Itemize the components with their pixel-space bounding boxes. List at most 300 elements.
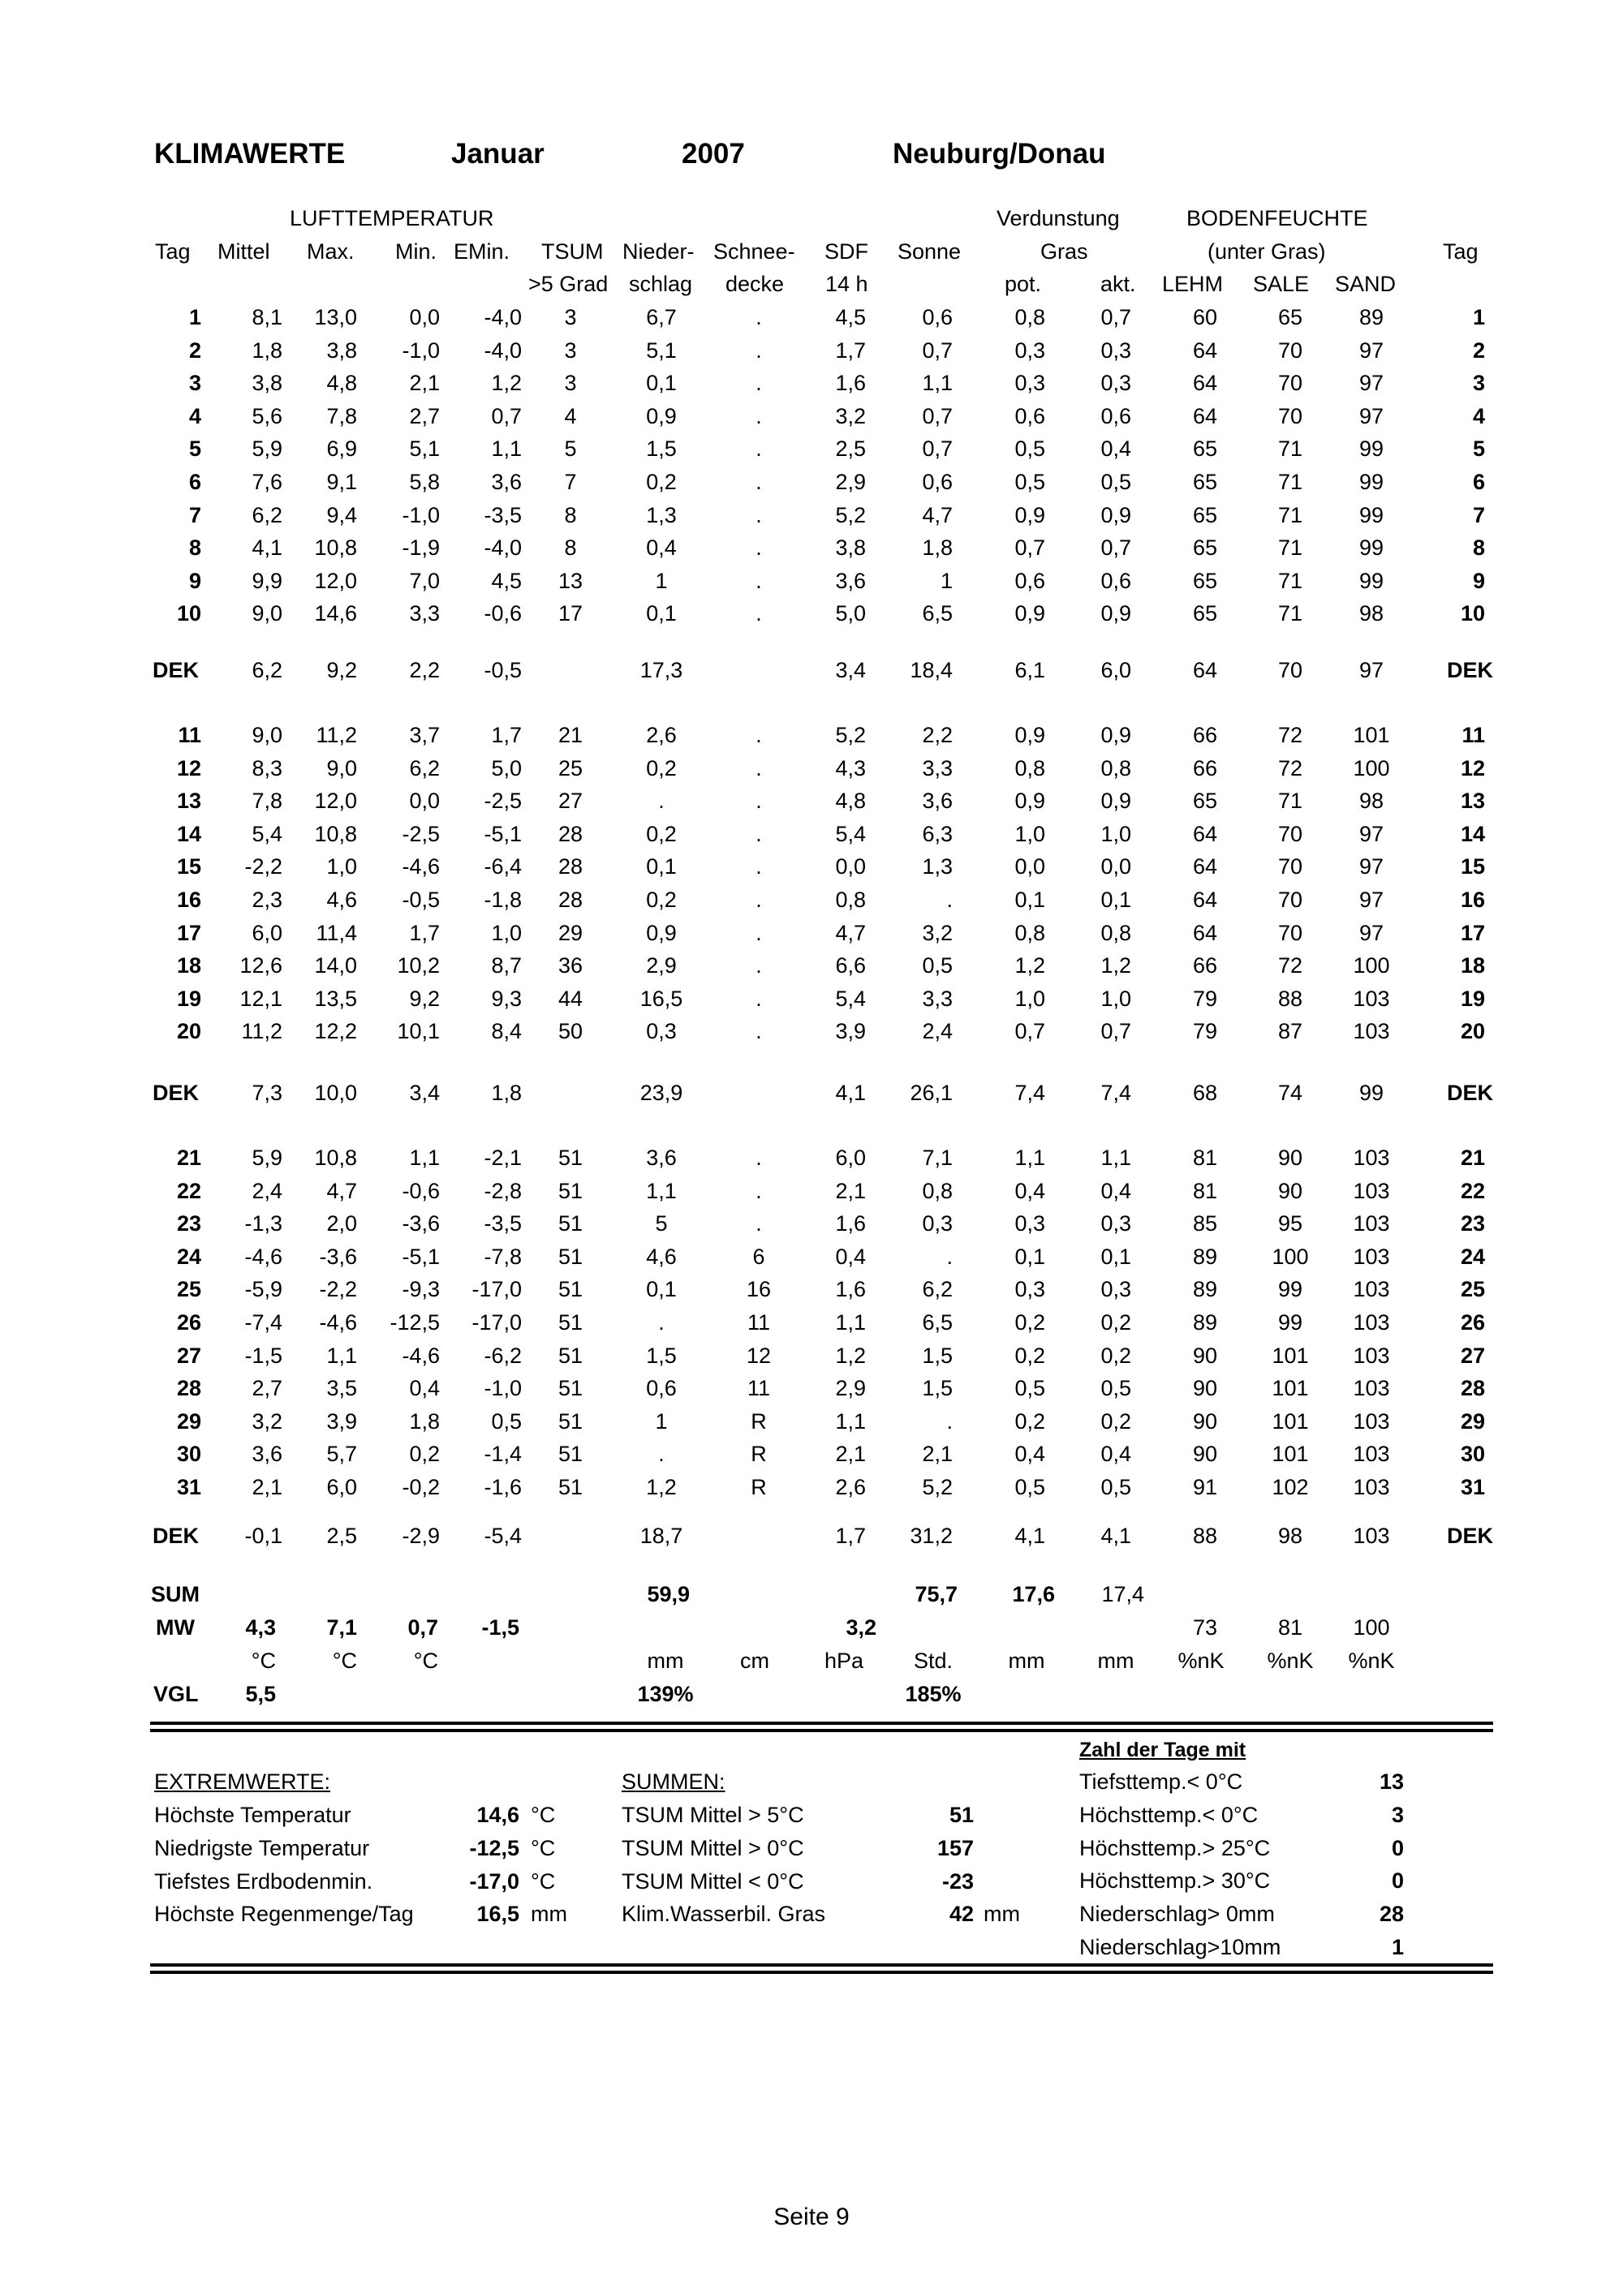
- table-cell-schnee: .: [756, 1211, 762, 1236]
- unit-mittel: °C: [251, 1649, 276, 1673]
- table-cell-tsum: 51: [558, 1211, 583, 1236]
- table-cell-tag: 20: [176, 1019, 201, 1044]
- table-cell-pot: 0,9: [1014, 601, 1045, 626]
- table-cell-emin: 1,1: [491, 436, 522, 462]
- table-cell-sand: 103: [1353, 1408, 1390, 1434]
- unit-sale: %nK: [1267, 1649, 1314, 1673]
- header-lehm: LEHM: [1162, 272, 1224, 296]
- table-cell-sonne: .: [946, 1408, 953, 1434]
- table-cell-mittel: 5,4: [252, 821, 282, 846]
- table-cell-tag: 5: [188, 436, 201, 462]
- mw-label: MW: [156, 1615, 195, 1640]
- table-cell-min: 6,2: [409, 755, 440, 780]
- table-cell-akt: 0,9: [1100, 789, 1131, 814]
- extremwert-label: Tiefstes Erdbodenmin.: [154, 1868, 373, 1894]
- table-cell-lehm: 64: [1192, 821, 1218, 846]
- table-cell-schnee: .: [756, 888, 762, 912]
- report-month: Januar: [451, 138, 545, 170]
- table-cell-tag: 4: [188, 403, 201, 428]
- table-cell-tag: 11: [178, 723, 201, 747]
- table-cell-pot: 0,1: [1014, 1244, 1045, 1269]
- table-cell-emin: -17,0: [471, 1310, 522, 1335]
- table-cell-sonne: 1,5: [922, 1376, 953, 1401]
- table-cell-tsum: 3: [564, 371, 577, 396]
- dek-cell-min: 2,2: [409, 658, 440, 682]
- table-cell-mittel: 5,6: [252, 403, 282, 428]
- table-cell-sonne: 1,3: [922, 854, 953, 879]
- table-cell-lehm: 90: [1192, 1343, 1218, 1368]
- table-cell-schnee: .: [756, 755, 762, 780]
- extremwert-unit: mm: [531, 1902, 567, 1927]
- summen-label: TSUM Mittel > 0°C: [622, 1835, 804, 1860]
- table-cell-max: 4,7: [326, 1178, 357, 1203]
- table-cell-lehm: 66: [1192, 953, 1218, 978]
- table-cell-pot: 0,4: [1014, 1178, 1045, 1203]
- table-cell-sand: 103: [1353, 1178, 1390, 1203]
- table-cell-min: 0,0: [409, 305, 440, 329]
- dek-cell-tag: DEK: [153, 1524, 200, 1548]
- table-cell-sdf: 1,6: [835, 371, 866, 396]
- table-cell-tag-right: 27: [1460, 1343, 1485, 1368]
- mw-lehm: 73: [1192, 1615, 1218, 1640]
- table-cell-min: -0,2: [402, 1475, 440, 1499]
- table-cell-sale: 71: [1277, 502, 1303, 527]
- table-cell-nieder: 0,2: [646, 888, 677, 912]
- header-lufttemperatur: LUFTTEMPERATUR: [290, 206, 494, 230]
- table-cell-tag-right: 7: [1472, 502, 1485, 527]
- table-cell-akt: 0,3: [1100, 371, 1131, 396]
- header-unter-gras: (unter Gras): [1208, 239, 1326, 264]
- zahl-tage-label: Höchsttemp.< 0°C: [1079, 1802, 1259, 1827]
- table-cell-sand: 99: [1358, 470, 1384, 494]
- table-cell-emin: 0,5: [491, 1408, 522, 1434]
- mw-emin: -1,5: [481, 1615, 519, 1640]
- dek-cell-lehm: 64: [1192, 658, 1218, 682]
- vgl-nieder: 139%: [637, 1682, 694, 1706]
- table-cell-sdf: 4,8: [835, 789, 866, 814]
- table-cell-sonne: 3,3: [922, 755, 953, 780]
- dek-cell-tag-right: DEK: [1446, 658, 1493, 682]
- table-cell-min: 0,2: [409, 1442, 440, 1467]
- table-cell-tsum: 8: [564, 535, 577, 561]
- sum-nieder: 59,9: [647, 1582, 690, 1606]
- table-cell-min: -9,3: [402, 1277, 440, 1302]
- table-cell-akt: 0,7: [1100, 305, 1131, 329]
- dek-cell-min: -2,9: [402, 1524, 440, 1548]
- table-cell-emin: 4,5: [491, 568, 522, 593]
- table-cell-sdf: 5,4: [835, 986, 866, 1011]
- table-cell-tag-right: 21: [1460, 1146, 1485, 1170]
- table-cell-max: 9,4: [326, 502, 357, 527]
- table-cell-emin: -1,4: [484, 1442, 522, 1467]
- table-cell-lehm: 64: [1192, 888, 1218, 912]
- table-cell-sonne: .: [946, 1244, 953, 1269]
- header-gras: Gras: [1040, 239, 1088, 264]
- table-cell-emin: 0,7: [491, 403, 522, 428]
- table-cell-pot: 0,0: [1014, 854, 1045, 879]
- dek-cell-sdf: 1,7: [835, 1524, 866, 1548]
- dek-cell-min: 3,4: [409, 1081, 440, 1105]
- table-cell-sdf: 5,4: [835, 821, 866, 846]
- table-cell-max: 14,0: [314, 953, 357, 978]
- table-cell-schnee: 11: [747, 1376, 771, 1401]
- table-cell-schnee: R: [751, 1408, 767, 1434]
- table-cell-max: -2,2: [319, 1277, 357, 1302]
- table-cell-sdf: 2,9: [835, 1376, 866, 1401]
- table-cell-sale: 102: [1272, 1475, 1309, 1499]
- table-cell-max: 7,8: [326, 403, 357, 428]
- zahl-tage-label: Höchsttemp.> 25°C: [1079, 1835, 1271, 1860]
- table-cell-nieder: 0,4: [646, 535, 677, 561]
- table-cell-pot: 0,9: [1014, 723, 1045, 747]
- table-cell-sand: 101: [1353, 723, 1390, 747]
- dek-cell-sale: 70: [1277, 658, 1303, 682]
- table-cell-akt: 0,9: [1100, 723, 1131, 747]
- table-cell-schnee: .: [756, 403, 762, 428]
- table-cell-sdf: 2,9: [835, 470, 866, 494]
- table-cell-tag-right: 10: [1460, 601, 1485, 626]
- table-cell-max: 3,5: [326, 1376, 357, 1401]
- table-cell-sdf: 1,1: [835, 1310, 866, 1335]
- table-cell-nieder: 1,5: [646, 436, 677, 462]
- table-cell-mittel: 3,2: [252, 1408, 282, 1434]
- table-cell-min: 3,3: [409, 601, 440, 626]
- table-cell-sale: 87: [1277, 1019, 1303, 1044]
- table-cell-mittel: -4,6: [244, 1244, 282, 1269]
- table-cell-sonne: 3,3: [922, 986, 953, 1011]
- table-cell-max: 4,8: [326, 371, 357, 396]
- table-cell-max: 1,0: [326, 854, 357, 879]
- table-cell-sand: 99: [1358, 535, 1384, 561]
- dek-cell-akt: 4,1: [1100, 1524, 1131, 1548]
- table-cell-min: -1,0: [402, 502, 440, 527]
- table-cell-min: 10,2: [397, 953, 440, 978]
- table-cell-mittel: 9,0: [252, 723, 282, 747]
- table-cell-min: 1,8: [409, 1408, 440, 1434]
- table-cell-min: -1,9: [402, 535, 440, 561]
- table-cell-nieder: 1: [655, 568, 668, 593]
- table-cell-lehm: 64: [1192, 403, 1218, 428]
- unit-sdf: hPa: [824, 1649, 864, 1673]
- table-cell-emin: 1,0: [491, 920, 522, 945]
- header-14h: 14 h: [825, 272, 868, 296]
- table-cell-emin: -6,2: [484, 1343, 522, 1368]
- dek-cell-akt: 6,0: [1100, 658, 1131, 682]
- unit-min: °C: [413, 1649, 438, 1673]
- mw-sdf: 3,2: [846, 1615, 876, 1640]
- table-cell-tag-right: 25: [1460, 1277, 1485, 1302]
- table-cell-lehm: 90: [1192, 1408, 1218, 1434]
- dek-cell-tag: DEK: [153, 658, 200, 682]
- table-cell-min: 2,1: [409, 371, 440, 396]
- table-cell-pot: 0,2: [1014, 1343, 1045, 1368]
- table-cell-lehm: 91: [1192, 1475, 1218, 1499]
- table-cell-sonne: 6,5: [922, 601, 953, 626]
- extremwert-value: 16,5: [476, 1902, 519, 1927]
- table-cell-mittel: 2,1: [252, 1475, 282, 1499]
- table-cell-pot: 0,9: [1014, 789, 1045, 814]
- table-cell-nieder: 16,5: [639, 986, 683, 1011]
- mw-mittel: 4,3: [245, 1615, 276, 1640]
- table-cell-pot: 0,5: [1014, 1475, 1045, 1499]
- header-bodenfeuchte: BODENFEUCHTE: [1186, 206, 1368, 230]
- table-cell-max: 12,0: [314, 568, 357, 593]
- summen-value: 42: [949, 1902, 974, 1927]
- table-cell-emin: -4,0: [484, 338, 522, 363]
- table-cell-max: -3,6: [319, 1244, 357, 1269]
- table-cell-max: 5,7: [326, 1442, 357, 1467]
- summen-value: -23: [941, 1868, 974, 1894]
- table-cell-sand: 103: [1353, 1310, 1390, 1335]
- dek-cell-pot: 6,1: [1014, 658, 1045, 682]
- report-year: 2007: [682, 138, 745, 170]
- table-cell-tag: 12: [176, 755, 201, 780]
- table-cell-tag-right: 14: [1460, 821, 1485, 846]
- table-cell-sale: 99: [1277, 1277, 1303, 1302]
- table-cell-tag-right: 3: [1472, 371, 1485, 396]
- table-cell-tsum: 51: [558, 1376, 583, 1401]
- table-cell-sand: 103: [1353, 1442, 1390, 1467]
- header-tsum: TSUM: [541, 239, 604, 264]
- table-cell-schnee: R: [751, 1475, 767, 1499]
- header-schlag: schlag: [629, 272, 693, 296]
- table-cell-emin: 1,2: [491, 371, 522, 396]
- table-cell-sonne: 1,1: [922, 371, 953, 396]
- table-cell-mittel: 5,9: [252, 436, 282, 462]
- table-cell-pot: 0,6: [1014, 403, 1045, 428]
- table-cell-sale: 71: [1277, 470, 1303, 494]
- extremwert-value: -12,5: [469, 1835, 519, 1860]
- table-cell-schnee: .: [756, 854, 762, 879]
- table-cell-schnee: .: [756, 789, 762, 814]
- table-cell-akt: 0,2: [1100, 1408, 1131, 1434]
- table-cell-emin: 8,7: [491, 953, 522, 978]
- dek-cell-lehm: 68: [1192, 1081, 1218, 1105]
- table-cell-mittel: 9,9: [252, 568, 282, 593]
- table-cell-tsum: 27: [558, 789, 583, 814]
- table-cell-max: 14,6: [314, 601, 357, 626]
- table-cell-min: -0,6: [402, 1178, 440, 1203]
- table-cell-sonne: 4,7: [922, 502, 953, 527]
- table-cell-sand: 103: [1353, 1244, 1390, 1269]
- divider-bottom-1: [150, 1963, 1493, 1967]
- table-cell-mittel: 2,4: [252, 1178, 282, 1203]
- table-cell-sand: 103: [1353, 1343, 1390, 1368]
- table-cell-tag: 19: [176, 986, 201, 1011]
- table-cell-tag-right: 4: [1472, 403, 1485, 428]
- table-cell-schnee: .: [756, 821, 762, 846]
- table-cell-sdf: 5,0: [835, 601, 866, 626]
- dek-cell-akt: 7,4: [1100, 1081, 1131, 1105]
- table-cell-tag-right: 11: [1462, 723, 1485, 747]
- table-cell-tag: 6: [188, 470, 201, 494]
- table-cell-sand: 97: [1358, 403, 1384, 428]
- header-sand: SAND: [1335, 272, 1397, 296]
- table-cell-akt: 0,4: [1100, 436, 1131, 462]
- table-cell-akt: 0,3: [1100, 1277, 1131, 1302]
- header-max: Max.: [307, 239, 355, 264]
- table-cell-sdf: 2,5: [835, 436, 866, 462]
- table-cell-nieder: 0,3: [646, 1019, 677, 1044]
- table-cell-mittel: 7,6: [252, 470, 282, 494]
- table-cell-sale: 65: [1277, 305, 1303, 329]
- sum-pot: 17,6: [1012, 1582, 1055, 1606]
- table-cell-mittel: 7,8: [252, 789, 282, 814]
- table-cell-lehm: 89: [1192, 1244, 1218, 1269]
- table-cell-akt: 1,1: [1100, 1146, 1131, 1170]
- table-cell-tsum: 51: [558, 1442, 583, 1467]
- table-cell-max: 10,8: [314, 535, 357, 561]
- table-cell-tag: 25: [176, 1277, 201, 1302]
- table-cell-pot: 0,7: [1014, 1019, 1045, 1044]
- table-cell-sonne: 1: [940, 568, 953, 593]
- table-cell-nieder: 5,1: [646, 338, 677, 363]
- table-cell-tsum: 3: [564, 305, 577, 329]
- table-cell-max: 10,8: [314, 1146, 357, 1170]
- dek-cell-sale: 98: [1277, 1524, 1303, 1548]
- mw-min: 0,7: [407, 1615, 438, 1640]
- table-cell-tsum: 29: [558, 920, 583, 945]
- table-cell-sale: 70: [1277, 920, 1303, 945]
- table-cell-max: 9,0: [326, 755, 357, 780]
- table-cell-max: 4,6: [326, 888, 357, 912]
- table-cell-nieder: 0,2: [646, 470, 677, 494]
- dek-cell-tag-right: DEK: [1446, 1524, 1493, 1548]
- table-cell-nieder: .: [658, 1310, 665, 1335]
- table-cell-tag: 28: [176, 1376, 201, 1401]
- table-cell-lehm: 64: [1192, 371, 1218, 396]
- dek-cell-sand: 97: [1358, 658, 1384, 682]
- table-cell-sdf: 0,4: [835, 1244, 866, 1269]
- extremwerte-heading: EXTREMWERTE:: [154, 1769, 331, 1794]
- table-cell-sonne: 6,3: [922, 821, 953, 846]
- table-cell-tag: 30: [176, 1442, 201, 1467]
- table-cell-tsum: 51: [558, 1277, 583, 1302]
- summen-value: 157: [936, 1835, 974, 1860]
- table-cell-min: -3,6: [402, 1211, 440, 1236]
- table-cell-min: 0,0: [409, 789, 440, 814]
- table-cell-sale: 71: [1277, 436, 1303, 462]
- table-cell-mittel: 1,8: [252, 338, 282, 363]
- zahl-tage-heading: Zahl der Tage mit: [1079, 1739, 1246, 1761]
- table-cell-schnee: .: [756, 502, 762, 527]
- table-cell-tag-right: 5: [1472, 436, 1485, 462]
- table-cell-sdf: 0,0: [835, 854, 866, 879]
- mw-sand: 100: [1353, 1615, 1390, 1640]
- table-cell-akt: 0,1: [1100, 888, 1131, 912]
- table-cell-tsum: 44: [558, 986, 583, 1011]
- table-cell-emin: -2,5: [484, 789, 522, 814]
- table-cell-sand: 97: [1358, 821, 1384, 846]
- table-cell-nieder: .: [658, 1442, 665, 1467]
- table-cell-sand: 97: [1358, 854, 1384, 879]
- table-cell-tag: 1: [188, 305, 201, 329]
- table-cell-tag: 3: [188, 371, 201, 396]
- table-cell-tsum: 28: [558, 888, 583, 912]
- table-cell-sdf: 3,2: [835, 403, 866, 428]
- dek-cell-max: 10,0: [314, 1081, 357, 1105]
- table-cell-mittel: 12,1: [239, 986, 282, 1011]
- table-cell-tag: 17: [176, 920, 201, 945]
- table-cell-pot: 0,1: [1014, 888, 1045, 912]
- table-cell-schnee: 12: [746, 1343, 772, 1368]
- table-cell-sdf: 1,7: [835, 338, 866, 363]
- table-cell-emin: -1,6: [484, 1475, 522, 1499]
- table-cell-akt: 0,9: [1100, 601, 1131, 626]
- table-cell-pot: 1,2: [1014, 953, 1045, 978]
- dek-cell-mittel: 7,3: [252, 1081, 282, 1105]
- table-cell-sand: 103: [1353, 986, 1390, 1011]
- table-cell-akt: 0,7: [1100, 535, 1131, 561]
- table-cell-schnee: .: [756, 1019, 762, 1044]
- table-cell-sale: 71: [1277, 568, 1303, 593]
- table-cell-sale: 99: [1277, 1310, 1303, 1335]
- table-cell-sale: 70: [1277, 888, 1303, 912]
- table-cell-sand: 100: [1353, 953, 1390, 978]
- table-cell-sale: 71: [1277, 535, 1303, 561]
- table-cell-tsum: 28: [558, 821, 583, 846]
- table-cell-max: 1,1: [326, 1343, 357, 1368]
- table-cell-sale: 70: [1277, 854, 1303, 879]
- table-cell-sand: 97: [1358, 338, 1384, 363]
- table-cell-emin: 9,3: [491, 986, 522, 1011]
- table-cell-tag-right: 28: [1460, 1376, 1485, 1401]
- table-cell-sale: 71: [1277, 601, 1303, 626]
- table-cell-sand: 103: [1353, 1475, 1390, 1499]
- dek-cell-sdf: 4,1: [835, 1081, 866, 1105]
- header-tag-right: Tag: [1443, 239, 1479, 264]
- table-cell-lehm: 65: [1192, 535, 1218, 561]
- dek-cell-emin: -0,5: [484, 658, 522, 682]
- dek-cell-tag-right: DEK: [1446, 1081, 1493, 1105]
- dek-cell-mittel: 6,2: [252, 658, 282, 682]
- table-cell-tag-right: 6: [1472, 470, 1485, 494]
- table-cell-sonne: .: [946, 888, 953, 912]
- dek-cell-pot: 4,1: [1014, 1524, 1045, 1548]
- table-cell-lehm: 64: [1192, 854, 1218, 879]
- divider-top-1: [150, 1722, 1493, 1725]
- table-cell-tag: 22: [176, 1178, 201, 1203]
- table-cell-lehm: 81: [1192, 1178, 1218, 1203]
- table-cell-mittel: 2,7: [252, 1376, 282, 1401]
- table-cell-mittel: 2,3: [252, 888, 282, 912]
- vgl-label: VGL: [153, 1682, 199, 1706]
- table-cell-sand: 98: [1358, 789, 1384, 814]
- table-cell-sale: 72: [1277, 755, 1303, 780]
- table-cell-lehm: 65: [1192, 601, 1218, 626]
- dek-cell-lehm: 88: [1192, 1524, 1218, 1548]
- table-cell-tsum: 17: [558, 601, 583, 626]
- table-cell-sdf: 1,6: [835, 1277, 866, 1302]
- table-cell-pot: 0,8: [1014, 920, 1045, 945]
- table-cell-min: 10,1: [397, 1019, 440, 1044]
- dek-cell-sdf: 3,4: [835, 658, 866, 682]
- report-title: KLIMAWERTE: [154, 138, 346, 170]
- table-cell-tag: 10: [176, 601, 201, 626]
- table-cell-schnee: .: [756, 920, 762, 945]
- table-cell-sdf: 3,9: [835, 1019, 866, 1044]
- zahl-tage-label: Niederschlag> 0mm: [1079, 1902, 1275, 1927]
- table-cell-emin: 1,7: [491, 723, 522, 747]
- table-cell-tag: 7: [188, 502, 201, 527]
- table-cell-lehm: 66: [1192, 755, 1218, 780]
- table-cell-lehm: 65: [1192, 568, 1218, 593]
- table-cell-nieder: 1,2: [646, 1475, 677, 1499]
- table-cell-akt: 0,8: [1100, 755, 1131, 780]
- table-cell-nieder: 6,7: [646, 305, 677, 329]
- table-cell-nieder: 0,2: [646, 821, 677, 846]
- table-cell-sand: 103: [1353, 1376, 1390, 1401]
